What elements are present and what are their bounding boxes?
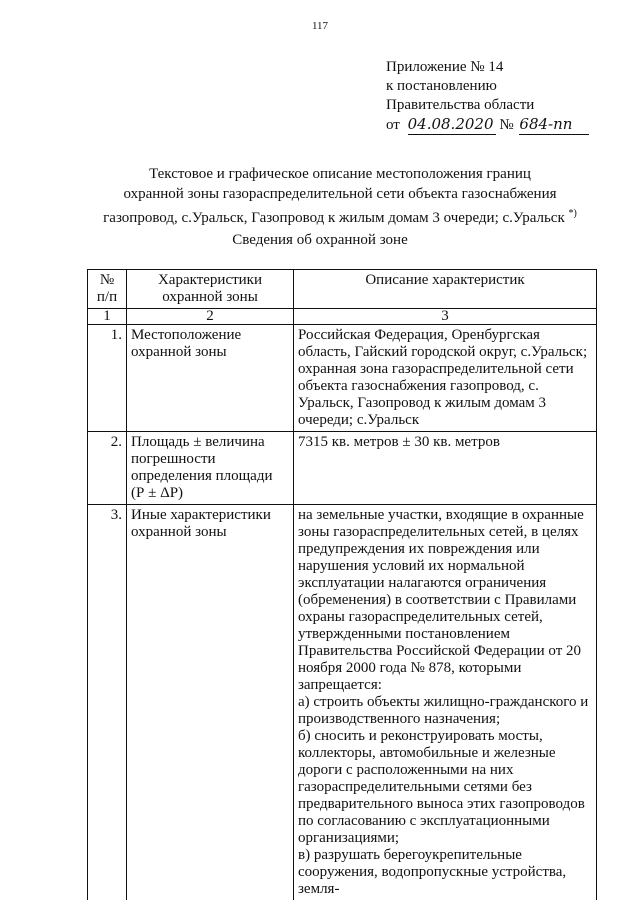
column-number: 2 bbox=[127, 309, 294, 325]
header-characteristics: Характеристики охранной зоны bbox=[127, 270, 294, 309]
column-number-row bbox=[88, 309, 597, 325]
footnote-mark: *) bbox=[568, 208, 577, 219]
number-label: № bbox=[499, 117, 514, 133]
row-number: 3. bbox=[88, 505, 127, 901]
handwritten-number: 684-пп bbox=[519, 115, 589, 135]
title-line bbox=[60, 204, 620, 228]
column-number: 3 bbox=[294, 309, 597, 325]
restriction-item: б) сносить и реконструировать мосты, коллекторы, автомобильные и железные дороги с расположенными на них газораспределительными сетями без предварительного выноса этих газопроводов по согласованию с эксплуатационными организациями; bbox=[298, 728, 585, 846]
page-number: 117 bbox=[311, 20, 329, 32]
zone-info-table bbox=[87, 269, 597, 900]
restriction-item: а) строить объекты жилищно-гражданского и производственного назначения; bbox=[298, 694, 589, 727]
table-row bbox=[88, 432, 597, 505]
title-line: Текстовое и графическое описание местоположения границ bbox=[149, 166, 531, 182]
table-header-row bbox=[88, 270, 597, 309]
document-title bbox=[60, 164, 620, 228]
handwritten-date: 04.08.2020 bbox=[408, 115, 496, 135]
restriction-item: в) разрушать берегоукрепительные сооружения, водопропускные устройства, земля- bbox=[298, 847, 567, 897]
appendix-date-line bbox=[386, 115, 589, 135]
row-characteristic: Иные характеристики охранной зоны bbox=[127, 505, 294, 901]
restriction-intro: на земельные участки, входящие в охранные зоны газораспределительных сетей, в целях предупреждения их повреждения или нарушения условий их нормальной эксплуатации налагаются ограничения (обременения) в соответствии с Правилами охраны газораспределительных сетей, утвержденными постановлением Правительства Российской Федерации от 20 ноября 2000 года № 878, которыми запрещается: bbox=[298, 507, 584, 693]
table-row bbox=[88, 505, 597, 901]
column-number: 1 bbox=[88, 309, 127, 325]
header-number: № п/п bbox=[88, 270, 127, 309]
appendix-line: Приложение № 14 bbox=[386, 59, 504, 75]
row-characteristic: Местоположение охранной зоны bbox=[127, 325, 294, 432]
appendix-header bbox=[386, 58, 589, 135]
title-line: охранной зоны газораспределительной сети объекта газоснабжения bbox=[123, 186, 557, 202]
row-characteristic: Площадь ± величина погрешности определения площади (Р ± ΔР) bbox=[127, 432, 294, 505]
header-description: Описание характеристик bbox=[294, 270, 597, 309]
section-subtitle: Сведения об охранной зоне bbox=[232, 232, 408, 248]
appendix-line: Правительства области bbox=[386, 97, 535, 113]
row-number: 1. bbox=[88, 325, 127, 432]
row-number: 2. bbox=[88, 432, 127, 505]
row-description: 7315 кв. метров ± 30 кв. метров bbox=[294, 432, 597, 505]
row-description: Российская Федерация, Оренбургская область, Гайский городской округ, с.Уральск; охранная зона газораспределительной сети объекта газоснабжения газопровод, с. Уральск, Газопровод к жилым домам 3 очереди; с.Уральск bbox=[294, 325, 597, 432]
title-line-text: газопровод, с.Уральск, Газопровод к жилым домам 3 очереди; с.Уральск bbox=[103, 210, 565, 226]
table-row bbox=[88, 325, 597, 432]
appendix-line: к постановлению bbox=[386, 78, 497, 94]
from-label: от bbox=[386, 117, 400, 133]
row-description bbox=[294, 505, 597, 901]
